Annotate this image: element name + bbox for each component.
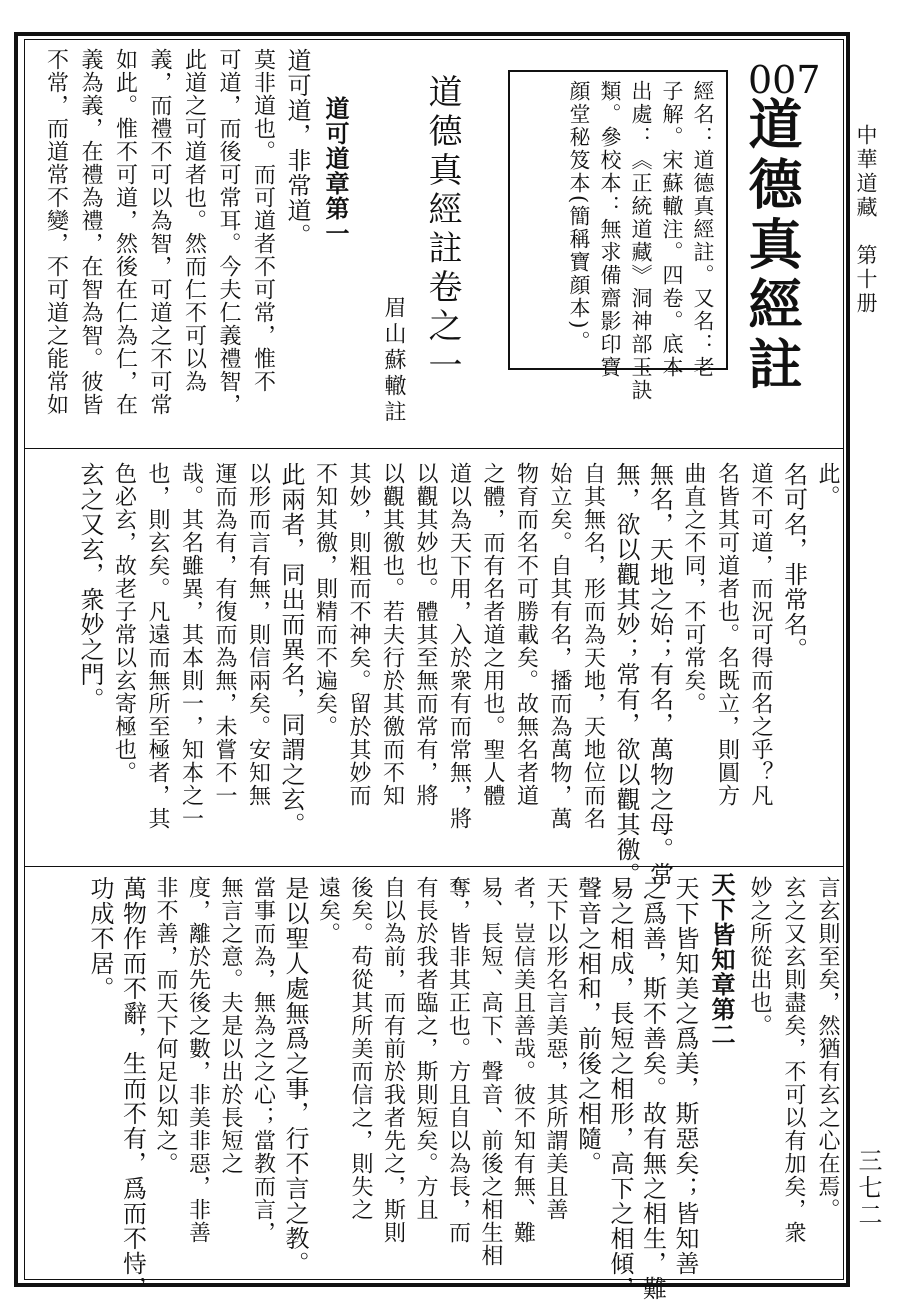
- commentary-column: 言玄則至矣，然猶有玄之心在焉。: [815, 876, 840, 1221]
- catalog-info-line: 出處：《正統道藏》洞神部玉訣: [629, 80, 653, 402]
- catalog-info-line: 類。參校本：無求備齋影印寶: [598, 80, 622, 379]
- commentary-column: 奪，皆非其正也。方且自以為長，而: [445, 876, 471, 1244]
- commentary-column: 之體，而有名者道之用也。聖人體: [480, 462, 505, 807]
- scripture-column: 無，欲以觀其妙；常有，欲以觀其徼。: [612, 462, 640, 887]
- commentary-column: 後矣。苟從其所美而信之，則失之: [348, 876, 373, 1221]
- commentary-column: 以形而言有無，則信兩矣。安知無: [245, 462, 271, 807]
- commentary-column: 無言之意。夫是以出於長短之: [218, 876, 243, 1175]
- book-title: 道德真經註卷之一: [422, 74, 462, 386]
- commentary-column: 當事而為，無為之之心；當教而言，: [250, 876, 276, 1244]
- scripture-column: 此兩者，同出而異名，同謂之玄。: [277, 462, 305, 837]
- commentary-column: 此。: [815, 462, 840, 508]
- commentary-column: 莫非道也。而可道者不可常，惟不: [250, 48, 276, 393]
- commentary-column: 義，而禮不可以為智，可道之不可常: [147, 48, 172, 416]
- scripture-column: 天下皆知美之爲美，斯惡矣；皆知善: [671, 876, 699, 1276]
- commentary-column: 物育而名不可勝載矣。故無名者道: [513, 462, 539, 807]
- scripture-column: 名可名，非常名。: [779, 462, 808, 662]
- section-divider-1: [24, 448, 844, 449]
- page-number: 三七二: [854, 1148, 882, 1229]
- commentary-column: 自其無名，形而為天地，天地位而名: [580, 462, 606, 830]
- commentary-column: 以觀其妙也。體其至無而常有，將: [413, 462, 438, 807]
- commentary-column: 不常，而道常不變，不可道之能常如: [43, 48, 69, 416]
- scripture-column: 之爲善，斯不善矣。故有無之相生，難: [638, 876, 667, 1301]
- commentary-column: 天下以形名言美惡，其所謂美且善: [543, 876, 568, 1221]
- commentary-column: 者，豈信美且善哉。彼不知有無、難: [510, 876, 536, 1244]
- commentary-column: 運而為有，有復而為無，未嘗不一: [212, 462, 237, 807]
- author-line: 眉山蘇轍註: [381, 296, 406, 426]
- commentary-column: 如此。惟不可道，然後在仁為仁，在: [112, 48, 138, 416]
- scripture-column: 無名，天地之始；有名，萬物之母。常: [645, 462, 674, 887]
- commentary-column: 度，離於先後之數，非美非惡，非善: [185, 876, 211, 1244]
- scripture-column: 萬物作而不辭，生而不有，爲而不恃，: [118, 876, 147, 1301]
- scripture-column: 道可道，非常道。: [283, 48, 311, 248]
- chapter-heading: 道可道章第一: [321, 96, 350, 246]
- commentary-column: 哉。其名雖異，其本則一，知本之一: [178, 462, 204, 830]
- catalog-info-box: [508, 70, 728, 402]
- commentary-column: 色必玄，故老子常以玄寄極也。: [111, 462, 137, 784]
- commentary-column: 曲直之不同，不可常矣。: [681, 462, 706, 715]
- commentary-column: 妙之所從出也。: [747, 876, 772, 1037]
- commentary-column: 其妙，則粗而不神矣。留於其妙而: [346, 462, 371, 807]
- catalog-info-line: 經名：道德真經註。又名：老: [691, 80, 715, 379]
- commentary-column: 此道之可道者也。然而仁不可以為: [181, 48, 207, 393]
- chapter-heading: 天下皆知章第二: [707, 872, 736, 1047]
- commentary-column: 遠矣。: [315, 876, 341, 945]
- scripture-column: 玄之又玄，衆妙之門。: [76, 462, 104, 712]
- commentary-column: 名皆其可道者也。名既立，則圓方: [714, 462, 740, 807]
- commentary-column: 義為義，在禮為禮，在智為智。彼皆: [78, 48, 103, 416]
- commentary-column: 玄之又玄則盡矣，不可以有加矣，衆: [781, 876, 806, 1244]
- commentary-column: 非不善，而天下何足以知之。: [153, 876, 178, 1175]
- catalog-title: 道德真經註: [740, 96, 804, 396]
- commentary-column: 自以為前，而有前於我者先之，斯則: [380, 876, 406, 1244]
- commentary-column: 道不可道，而況可得而名之乎？凡: [748, 462, 773, 807]
- scripture-column: 是以聖人處無爲之事，行不言之教。: [281, 876, 309, 1276]
- commentary-column: 始立矣。自其有名，播而為萬物，萬: [547, 462, 572, 830]
- commentary-column: 有長於我者臨之，斯則短矣。方且: [413, 876, 438, 1221]
- commentary-column: 以觀其徼也。若夫行於其徼而不知: [379, 462, 405, 807]
- commentary-column: 也，則玄矣。凡遠而無所至極者，其: [145, 462, 170, 830]
- catalog-info-line: 子解。宋蘇轍注。四卷。底本: [660, 80, 684, 379]
- catalog-number: 007: [748, 58, 821, 102]
- commentary-column: 易、長短、高下、聲音、前後之相生相: [478, 876, 503, 1267]
- catalog-info-line: 顔堂秘笈本(簡稱寶顔本)。: [567, 80, 591, 354]
- margin-header: 中華道藏 第十册: [854, 124, 878, 316]
- scripture-column: 聲音之相和，前後之相隨。: [573, 876, 602, 1176]
- commentary-column: 可道，而後可常耳。今夫仁義禮智，: [216, 48, 241, 416]
- scripture-column: 易之相成，長短之相形，高下之相傾，: [606, 876, 634, 1301]
- commentary-column: 不知其徼，則精而不遍矣。: [312, 462, 338, 738]
- scripture-column: 功成不居。: [86, 876, 114, 1001]
- section-divider-2: [24, 866, 844, 867]
- commentary-column: 道以為天下用，入於衆有而常無，將: [446, 462, 472, 830]
- catalog-info-text: [563, 80, 718, 402]
